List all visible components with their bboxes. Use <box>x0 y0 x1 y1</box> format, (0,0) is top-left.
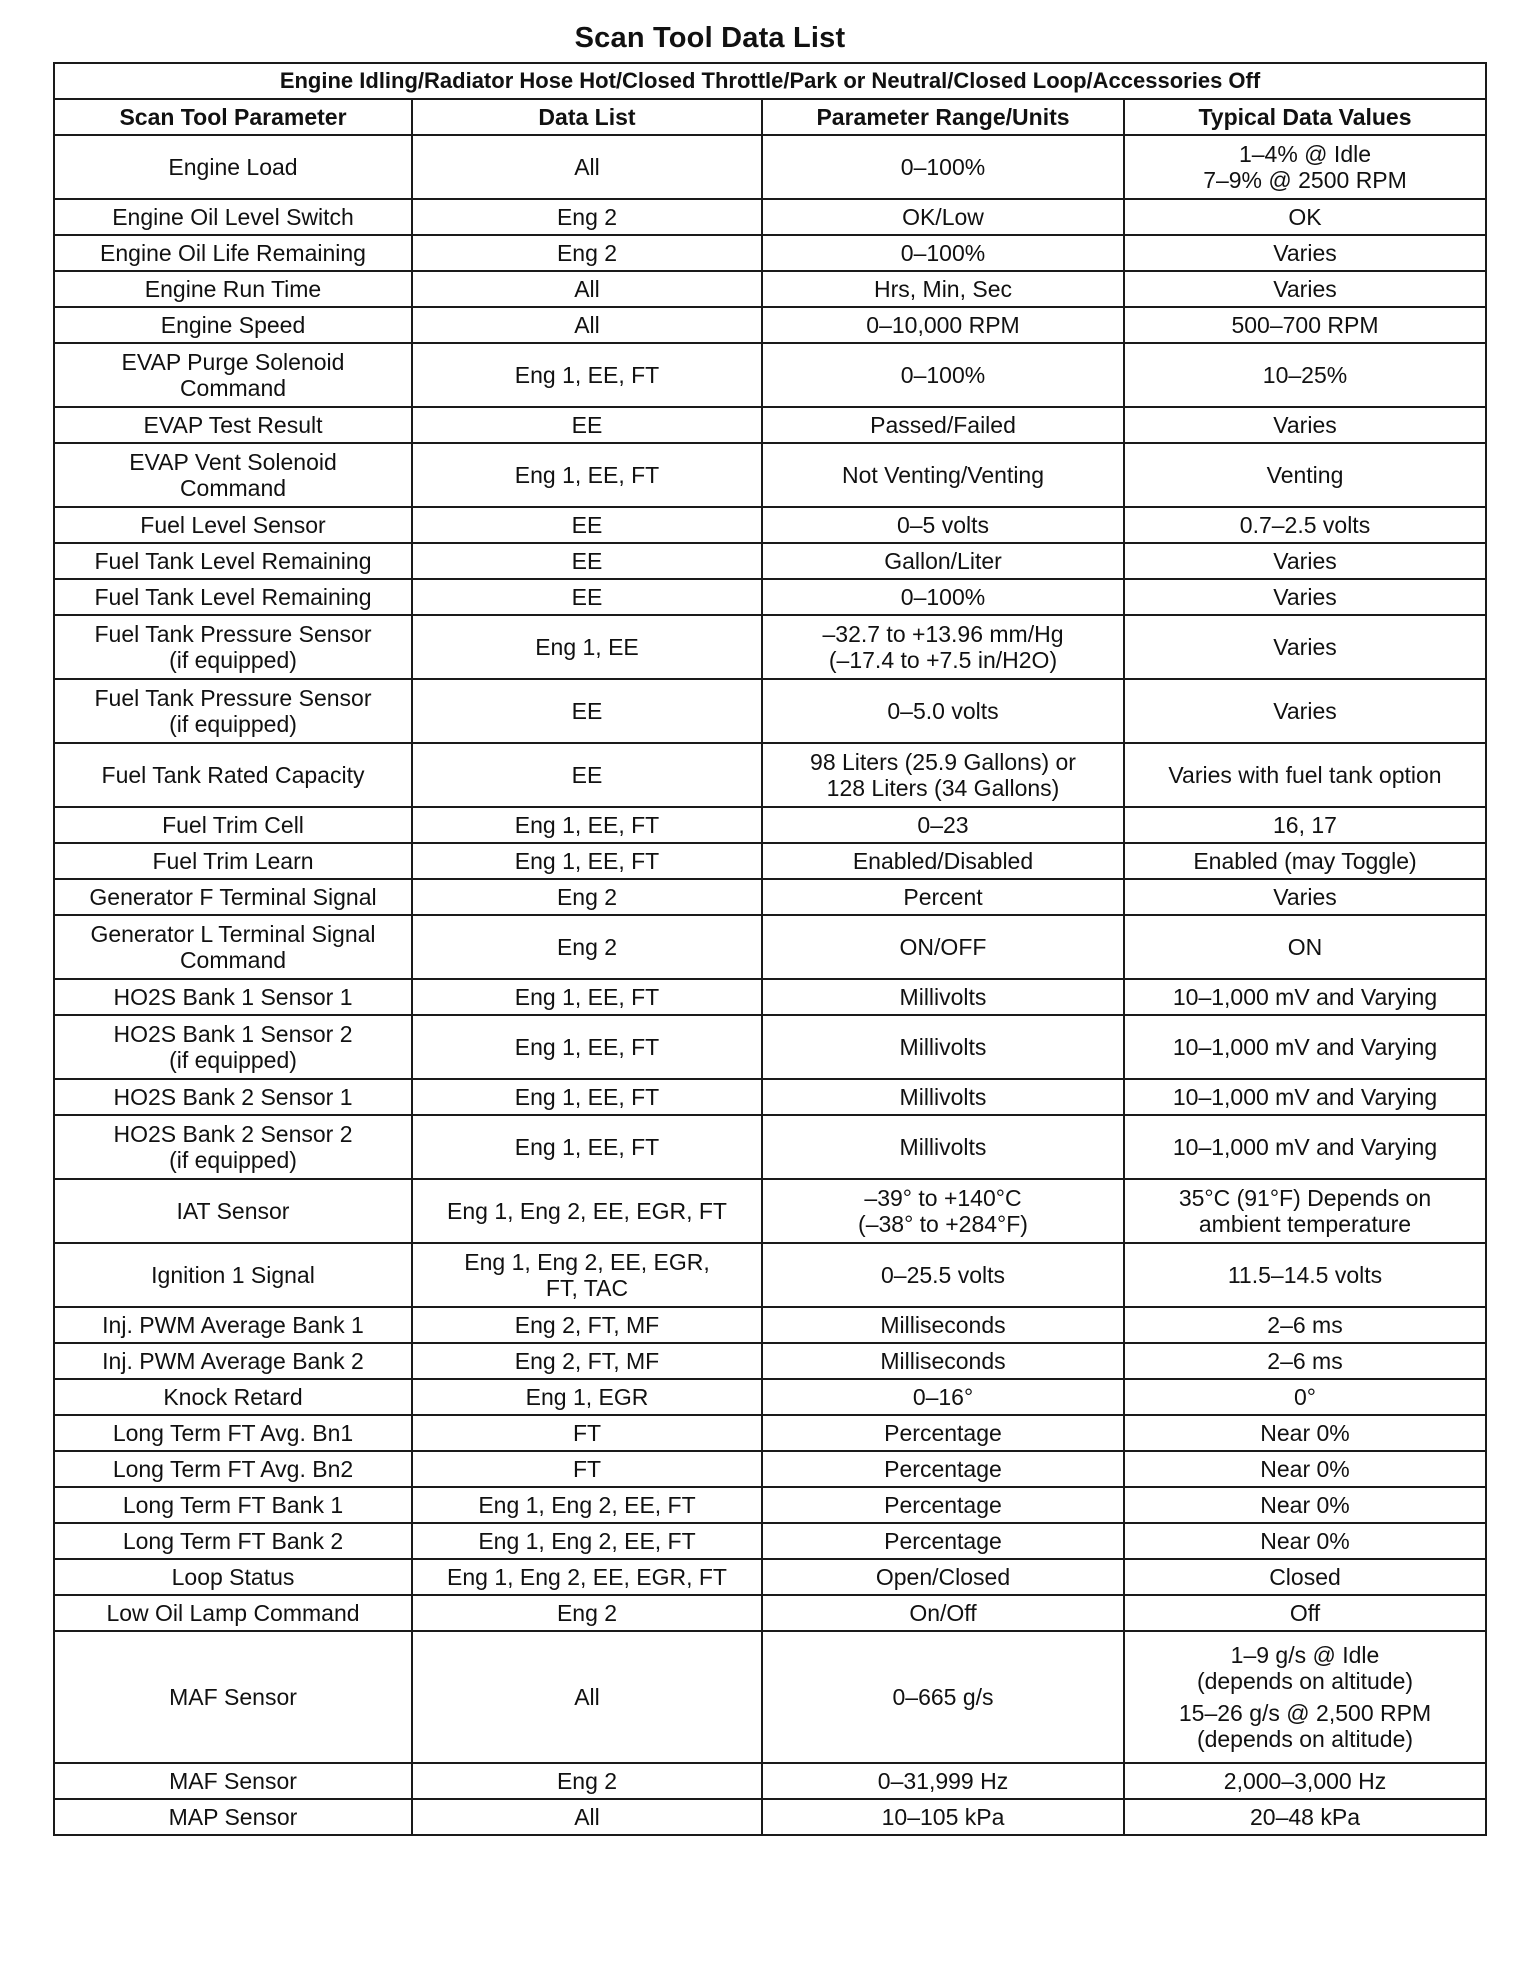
cell-data-list: Eng 2, FT, MF <box>412 1343 762 1379</box>
table-row <box>54 135 1486 199</box>
cell-parameter: MAF Sensor <box>54 1631 412 1763</box>
cell-typical: Near 0% <box>1124 1415 1486 1451</box>
table-row <box>54 915 1486 979</box>
page-title: Scan Tool Data List <box>574 22 846 54</box>
conditions-row <box>54 63 1486 99</box>
cell-data-list-line: FT, TAC <box>545 1275 629 1301</box>
cell-range: Enabled/Disabled <box>762 843 1124 879</box>
cell-range: Not Venting/Venting <box>762 443 1124 507</box>
table-row <box>54 1415 1486 1451</box>
cell-data-list: Eng 1, EE, FT <box>412 843 762 879</box>
cell-range: Percentage <box>762 1451 1124 1487</box>
table-row <box>54 1451 1486 1487</box>
cell-typical: Varies <box>1124 579 1486 615</box>
cell-typical: Varies <box>1124 879 1486 915</box>
cell-parameter-line: Command <box>179 947 287 973</box>
cell-typical-line: 35°C (91°F) Depends on <box>1178 1185 1432 1211</box>
cell-data-list: EE <box>412 679 762 743</box>
cell-range: Open/Closed <box>762 1559 1124 1595</box>
cell-range: 0–10,000 RPM <box>762 307 1124 343</box>
scan-tool-data-table <box>53 62 1487 1836</box>
cell-data-list: All <box>412 271 762 307</box>
cell-data-list: Eng 1, Eng 2, EE, FT <box>412 1523 762 1559</box>
cell-range: On/Off <box>762 1595 1124 1631</box>
cell-data-list: All <box>412 1799 762 1835</box>
table-row <box>54 1595 1486 1631</box>
cell-parameter: Fuel Level Sensor <box>54 507 412 543</box>
cell-parameter: Fuel Trim Learn <box>54 843 412 879</box>
cell-typical-line: 15–26 g/s @ 2,500 RPM <box>1178 1700 1432 1726</box>
cell-range: ON/OFF <box>762 915 1124 979</box>
cell-parameter: Fuel Trim Cell <box>54 807 412 843</box>
table-row <box>54 1179 1486 1243</box>
table-row <box>54 1799 1486 1835</box>
cell-range: 0–100% <box>762 343 1124 407</box>
cell-range <box>762 1179 1124 1243</box>
column-header-parameter: Scan Tool Parameter <box>54 99 412 135</box>
cell-data-list <box>412 1243 762 1307</box>
cell-range: Millivolts <box>762 979 1124 1015</box>
table-row <box>54 1379 1486 1415</box>
cell-typical: 11.5–14.5 volts <box>1124 1243 1486 1307</box>
cell-typical: 10–1,000 mV and Varying <box>1124 1079 1486 1115</box>
cell-data-list: Eng 1, EE, FT <box>412 1115 762 1179</box>
cell-parameter: Fuel Tank Level Remaining <box>54 579 412 615</box>
cell-data-list: FT <box>412 1451 762 1487</box>
cell-typical: Near 0% <box>1124 1487 1486 1523</box>
cell-data-list: Eng 2 <box>412 199 762 235</box>
cell-typical: Venting <box>1124 443 1486 507</box>
cell-data-list: FT <box>412 1415 762 1451</box>
table-row <box>54 307 1486 343</box>
cell-range-line: –39° to +140°C <box>864 1185 1022 1211</box>
cell-parameter: Loop Status <box>54 1559 412 1595</box>
cell-typical <box>1124 1631 1486 1763</box>
cell-parameter: Generator F Terminal Signal <box>54 879 412 915</box>
cell-typical: 0° <box>1124 1379 1486 1415</box>
cell-range: 10–105 kPa <box>762 1799 1124 1835</box>
cell-typical-line: (depends on altitude) <box>1196 1668 1414 1694</box>
table-row <box>54 1243 1486 1307</box>
cell-parameter-line: (if equipped) <box>169 1047 297 1073</box>
cell-data-list: All <box>412 1631 762 1763</box>
cell-data-list: EE <box>412 579 762 615</box>
cell-typical: 16, 17 <box>1124 807 1486 843</box>
cell-data-list: Eng 2 <box>412 235 762 271</box>
cell-data-list: Eng 2 <box>412 879 762 915</box>
cell-parameter: Fuel Tank Level Remaining <box>54 543 412 579</box>
table-row <box>54 1631 1486 1763</box>
cell-data-list: Eng 1, EE, FT <box>412 979 762 1015</box>
cell-typical: Varies <box>1124 271 1486 307</box>
cell-parameter-line: Command <box>179 375 287 401</box>
cell-parameter <box>54 1015 412 1079</box>
table-row <box>54 271 1486 307</box>
table-row <box>54 199 1486 235</box>
table-row <box>54 235 1486 271</box>
table-row <box>54 1015 1486 1079</box>
cell-range: Percentage <box>762 1523 1124 1559</box>
cell-parameter <box>54 1115 412 1179</box>
column-header-row <box>54 99 1486 135</box>
cell-typical: Off <box>1124 1595 1486 1631</box>
table-row <box>54 507 1486 543</box>
cell-range: Milliseconds <box>762 1307 1124 1343</box>
cell-typical: ON <box>1124 915 1486 979</box>
cell-data-list: EE <box>412 507 762 543</box>
cell-parameter: Long Term FT Bank 1 <box>54 1487 412 1523</box>
cell-parameter: Engine Oil Level Switch <box>54 199 412 235</box>
table-row <box>54 543 1486 579</box>
cell-parameter-line: EVAP Purge Solenoid <box>121 349 345 375</box>
cell-data-list: Eng 1, EE, FT <box>412 807 762 843</box>
table-row <box>54 879 1486 915</box>
cell-parameter-line: (if equipped) <box>169 711 297 737</box>
table-row <box>54 743 1486 807</box>
cell-typical: 10–1,000 mV and Varying <box>1124 979 1486 1015</box>
cell-typical-line: (depends on altitude) <box>1196 1726 1414 1752</box>
cell-data-list: Eng 1, EE, FT <box>412 343 762 407</box>
cell-range: Milliseconds <box>762 1343 1124 1379</box>
table-row <box>54 443 1486 507</box>
cell-typical: 20–48 kPa <box>1124 1799 1486 1835</box>
cell-data-list: Eng 2 <box>412 915 762 979</box>
table-row <box>54 343 1486 407</box>
cell-typical: 10–1,000 mV and Varying <box>1124 1015 1486 1079</box>
table-row <box>54 615 1486 679</box>
cell-range: Percentage <box>762 1487 1124 1523</box>
cell-data-list: All <box>412 135 762 199</box>
cell-parameter: Knock Retard <box>54 1379 412 1415</box>
cell-parameter-line: HO2S Bank 2 Sensor 2 <box>113 1121 353 1147</box>
table-row <box>54 579 1486 615</box>
table-row <box>54 1559 1486 1595</box>
cell-range <box>762 615 1124 679</box>
conditions-header: Engine Idling/Radiator Hose Hot/Closed Throttle/Park or Neutral/Closed Loop/Accessories Off <box>54 63 1486 99</box>
cell-data-list-line: Eng 1, Eng 2, EE, EGR, <box>464 1249 710 1275</box>
table-row <box>54 1079 1486 1115</box>
cell-data-list: Eng 1, EE, FT <box>412 1079 762 1115</box>
cell-typical-line: ambient temperature <box>1198 1211 1412 1237</box>
cell-parameter: Engine Load <box>54 135 412 199</box>
cell-parameter: Long Term FT Bank 2 <box>54 1523 412 1559</box>
cell-parameter-line: EVAP Vent Solenoid <box>129 449 337 475</box>
cell-range-line: (–38° to +284°F) <box>858 1211 1028 1237</box>
cell-range: Percentage <box>762 1415 1124 1451</box>
cell-parameter: Low Oil Lamp Command <box>54 1595 412 1631</box>
cell-range: 0–665 g/s <box>762 1631 1124 1763</box>
cell-typical-line: 7–9% @ 2500 RPM <box>1203 167 1407 193</box>
cell-range: 0–100% <box>762 235 1124 271</box>
table-row <box>54 1763 1486 1799</box>
cell-range: Passed/Failed <box>762 407 1124 443</box>
cell-range: 0–5.0 volts <box>762 679 1124 743</box>
cell-range: 0–5 volts <box>762 507 1124 543</box>
cell-parameter: EVAP Test Result <box>54 407 412 443</box>
cell-typical: Varies <box>1124 615 1486 679</box>
cell-parameter: Inj. PWM Average Bank 1 <box>54 1307 412 1343</box>
cell-parameter-line: Fuel Tank Pressure Sensor <box>94 621 372 647</box>
table-row <box>54 679 1486 743</box>
column-header-range-units: Parameter Range/Units <box>762 99 1124 135</box>
cell-range-line: –32.7 to +13.96 mm/Hg <box>822 621 1064 647</box>
cell-data-list: Eng 1, EE, FT <box>412 443 762 507</box>
cell-data-list: EE <box>412 407 762 443</box>
cell-parameter-line: Generator L Terminal Signal <box>90 921 376 947</box>
cell-typical: Varies <box>1124 543 1486 579</box>
cell-data-list: Eng 2 <box>412 1763 762 1799</box>
cell-range: Millivolts <box>762 1015 1124 1079</box>
cell-typical-line: 1–9 g/s @ Idle <box>1230 1642 1380 1668</box>
cell-range-line: 128 Liters (34 Gallons) <box>826 775 1060 801</box>
cell-parameter: IAT Sensor <box>54 1179 412 1243</box>
cell-data-list: Eng 1, EE <box>412 615 762 679</box>
cell-range: Millivolts <box>762 1115 1124 1179</box>
cell-typical: 2–6 ms <box>1124 1307 1486 1343</box>
cell-typical <box>1124 135 1486 199</box>
cell-range: Millivolts <box>762 1079 1124 1115</box>
cell-data-list: Eng 1, EGR <box>412 1379 762 1415</box>
cell-parameter-line: (if equipped) <box>169 1147 297 1173</box>
cell-typical: 10–1,000 mV and Varying <box>1124 1115 1486 1179</box>
cell-parameter <box>54 915 412 979</box>
cell-typical: 2–6 ms <box>1124 1343 1486 1379</box>
cell-data-list: EE <box>412 743 762 807</box>
cell-range-line: (–17.4 to +7.5 in/H2O) <box>828 647 1058 673</box>
cell-typical: Varies <box>1124 235 1486 271</box>
cell-typical: Near 0% <box>1124 1523 1486 1559</box>
cell-range: 0–31,999 Hz <box>762 1763 1124 1799</box>
cell-data-list: Eng 2 <box>412 1595 762 1631</box>
cell-parameter: Inj. PWM Average Bank 2 <box>54 1343 412 1379</box>
cell-parameter: Engine Speed <box>54 307 412 343</box>
cell-parameter-line: Fuel Tank Pressure Sensor <box>94 685 372 711</box>
cell-range: 0–16° <box>762 1379 1124 1415</box>
table-row <box>54 807 1486 843</box>
cell-parameter: Long Term FT Avg. Bn2 <box>54 1451 412 1487</box>
column-header-data-list: Data List <box>412 99 762 135</box>
cell-range: 0–100% <box>762 579 1124 615</box>
cell-range: OK/Low <box>762 199 1124 235</box>
table-row <box>54 1115 1486 1179</box>
cell-typical <box>1124 1179 1486 1243</box>
cell-parameter: HO2S Bank 2 Sensor 1 <box>54 1079 412 1115</box>
cell-parameter <box>54 615 412 679</box>
cell-parameter: MAP Sensor <box>54 1799 412 1835</box>
cell-parameter: Fuel Tank Rated Capacity <box>54 743 412 807</box>
table-row <box>54 843 1486 879</box>
table-row <box>54 1487 1486 1523</box>
cell-range-line: 98 Liters (25.9 Gallons) or <box>810 749 1076 775</box>
cell-data-list: All <box>412 307 762 343</box>
table-row <box>54 1307 1486 1343</box>
cell-data-list: Eng 1, Eng 2, EE, EGR, FT <box>412 1559 762 1595</box>
cell-typical: 0.7–2.5 volts <box>1124 507 1486 543</box>
cell-data-list: Eng 1, Eng 2, EE, FT <box>412 1487 762 1523</box>
cell-range: Gallon/Liter <box>762 543 1124 579</box>
cell-data-list: Eng 1, Eng 2, EE, EGR, FT <box>412 1179 762 1243</box>
table-row <box>54 407 1486 443</box>
table-row <box>54 1343 1486 1379</box>
table-row <box>54 1523 1486 1559</box>
cell-typical: OK <box>1124 199 1486 235</box>
cell-range: 0–25.5 volts <box>762 1243 1124 1307</box>
cell-parameter: Engine Oil Life Remaining <box>54 235 412 271</box>
cell-parameter: HO2S Bank 1 Sensor 1 <box>54 979 412 1015</box>
cell-range: Hrs, Min, Sec <box>762 271 1124 307</box>
cell-data-list: EE <box>412 543 762 579</box>
cell-parameter-line: (if equipped) <box>169 647 297 673</box>
cell-typical: Varies <box>1124 679 1486 743</box>
column-header-typical-values: Typical Data Values <box>1124 99 1486 135</box>
cell-typical: Near 0% <box>1124 1451 1486 1487</box>
cell-parameter-line: Command <box>179 475 287 501</box>
cell-parameter-line: HO2S Bank 1 Sensor 2 <box>113 1021 353 1047</box>
table-row <box>54 979 1486 1015</box>
cell-typical: 2,000–3,000 Hz <box>1124 1763 1486 1799</box>
cell-parameter: Engine Run Time <box>54 271 412 307</box>
cell-parameter <box>54 679 412 743</box>
cell-typical: Closed <box>1124 1559 1486 1595</box>
cell-typical: Enabled (may Toggle) <box>1124 843 1486 879</box>
cell-parameter: Ignition 1 Signal <box>54 1243 412 1307</box>
cell-typical: Varies with fuel tank option <box>1124 743 1486 807</box>
cell-parameter <box>54 343 412 407</box>
cell-data-list: Eng 2, FT, MF <box>412 1307 762 1343</box>
cell-range: Percent <box>762 879 1124 915</box>
cell-data-list: Eng 1, EE, FT <box>412 1015 762 1079</box>
cell-parameter: Long Term FT Avg. Bn1 <box>54 1415 412 1451</box>
cell-typical: 500–700 RPM <box>1124 307 1486 343</box>
cell-typical-line: 1–4% @ Idle <box>1238 141 1372 167</box>
cell-range <box>762 743 1124 807</box>
cell-typical: Varies <box>1124 407 1486 443</box>
cell-parameter: MAF Sensor <box>54 1763 412 1799</box>
cell-range: 0–23 <box>762 807 1124 843</box>
cell-typical: 10–25% <box>1124 343 1486 407</box>
cell-range: 0–100% <box>762 135 1124 199</box>
cell-parameter <box>54 443 412 507</box>
